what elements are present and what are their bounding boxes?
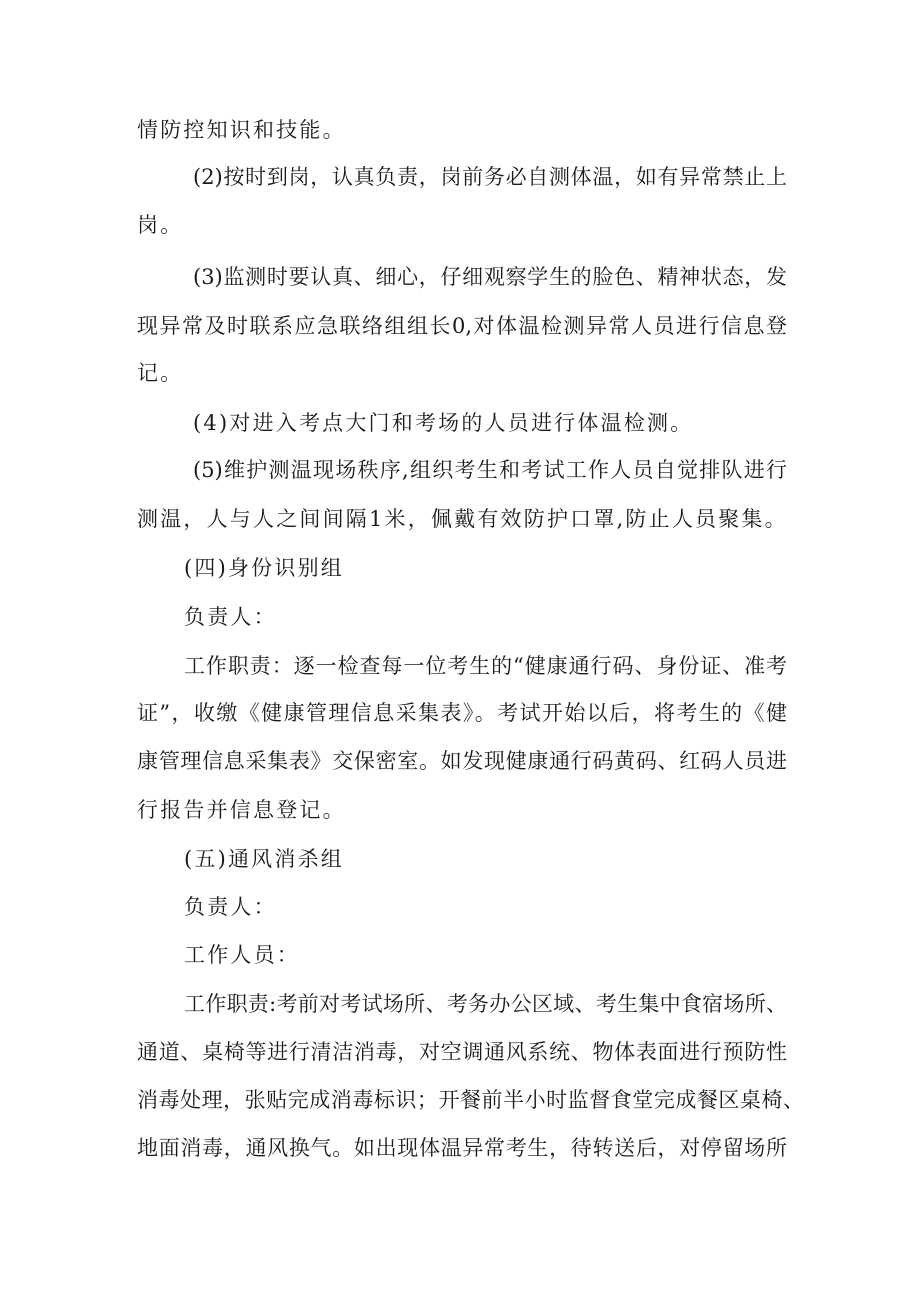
text-line: 岗。 [137, 213, 184, 237]
text-line: 消毒处理，张贴完成消毒标识；开餐前半小时监督食堂完成餐区桌椅、 [137, 1088, 804, 1112]
text-line: 测温，人与人之间间隔1米，佩戴有效防护口罩,防止人员聚集。 [137, 507, 788, 531]
list-item-5: (5)维护测温现场秩序,组织考生和考试工作人员自觉排队进行 [193, 458, 787, 482]
duty-paragraph: 工作职责：逐一检查每一位考生的“健康通行码、身份证、准考 [184, 654, 787, 678]
section-heading-disinfection: (五)通风消杀组 [184, 847, 344, 871]
list-item-3: (3)监测时要认真、细心，仔细观察学生的脸色、精神状态，发 [193, 265, 787, 289]
list-item-4: (4)对进入考点大门和考场的人员进行体温检测。 [193, 411, 694, 435]
text-line: 证”，收缴《健康管理信息采集表》。考试开始以后，将考生的《健 [137, 701, 787, 725]
text-line: 通道、桌椅等进行清洁消毒，对空调通风系统、物体表面进行预防性 [137, 1040, 787, 1064]
section-heading-identity: (四)身份识别组 [184, 556, 344, 580]
list-item-2: (2)按时到岗，认真负责，岗前务必自测体温，如有异常禁止上 [193, 165, 787, 189]
person-in-charge-label: 负责人： [184, 895, 277, 919]
text-line: 情防控知识和技能。 [137, 118, 346, 142]
duty-paragraph: 工作职责:考前对考试场所、考务办公区域、考生集中食宿场所、 [184, 992, 787, 1016]
staff-label: 工作人员： [184, 943, 300, 967]
text-line: 现异常及时联系应急联络组组长0,对体温检测异常人员进行信息登 [137, 314, 787, 338]
text-line: 地面消毒，通风换气。如出现体温异常考生，待转送后，对停留场所 [137, 1136, 787, 1160]
text-line: 康管理信息采集表》交保密室。如发现健康通行码黄码、红码人员进 [137, 749, 787, 773]
text-line: 记。 [137, 361, 184, 385]
person-in-charge-label: 负责人： [184, 605, 277, 629]
text-line: 行报告并信息登记。 [137, 798, 346, 822]
